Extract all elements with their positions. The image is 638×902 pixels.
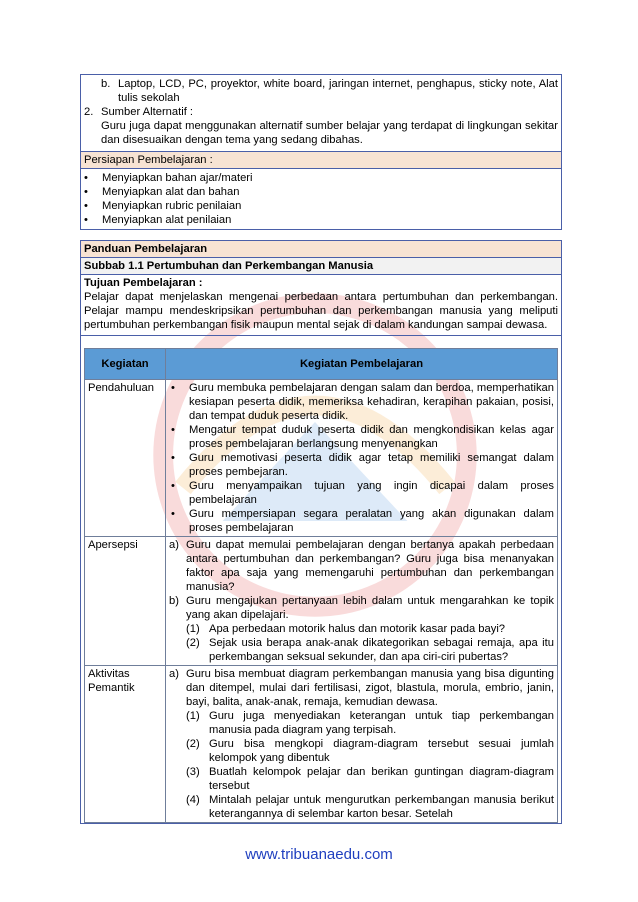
sumber-belajar-table: [80, 74, 562, 230]
panduan-header: Panduan Pembelajaran: [81, 241, 562, 258]
row-label: Aktivitas Pemantik: [85, 666, 166, 823]
list-item: • Guru menyampaikan tujuan yang ingin dicapai dalam proses pembelajaran: [171, 480, 554, 506]
list-item: • Menyiapkan alat dan bahan: [84, 186, 240, 198]
footer-link[interactable]: www.tribuanaedu.com: [245, 846, 393, 863]
list-item: • Guru memotivasi peserta didik agar tetap memiliki semangat dalam proses pembejaran.: [171, 452, 554, 478]
item-2-title: Sumber Alternatif :: [101, 106, 194, 118]
bullet-icon: •: [84, 186, 88, 198]
col-pembelajaran-header: Kegiatan Pembelajaran: [166, 349, 558, 380]
bullet-icon: •: [171, 382, 175, 394]
item-b-text: Laptop, LCD, PC, proyektor, white board, jaringan internet, penghapus, sticky note, Alat tulis sekolah: [118, 78, 558, 104]
tujuan-text: Pelajar dapat menjelaskan mengenai perbedaan antara pertumbuhan dan perkembangan. Pelajar mampu mendeskripsikan pertumbuhan dan perkembangan manusia yang meliputi pertumbuhan perkembangan fisik maupun mental sejak di dalam kandungan sampai dewasa.: [84, 291, 558, 331]
panduan-table: [80, 240, 562, 336]
bullet-icon: •: [84, 214, 88, 226]
item-2-marker: 2.: [84, 106, 94, 118]
row-label: Pendahuluan: [85, 380, 166, 537]
bullet-icon: •: [84, 172, 88, 184]
kegiatan-table: [84, 348, 558, 823]
bullet-icon: •: [171, 452, 175, 464]
row-label: Apersepsi: [85, 537, 166, 666]
persiapan-header: Persiapan Pembelajaran :: [81, 152, 562, 169]
table-row: Aktivitas Pemantik a) Guru bisa membuat diagram perkembangan manusia yang bisa digunting dan ditempel, mulai dari fertilisasi, zigot, blastula, morula, embrio, janin, bayi, balita, anak-anak, remaja, kemudian dewasa. (1) Guru juga menyediakan keterangan untuk tiap perkembangan manusia pada diagram yang terpisah. (2) Guru bisa mengkopi diagram-diagram tersebut sesuai jumlah kelompok yang dibentuk (3) Buatlah kelompok pelajar dan berikan guntingan diagram-diagram tersebut (4) Mintalah pelajar untuk mengurutkan perkembangan manusia berikut keterangannya di selembar karton besar. Setelah: [85, 666, 558, 823]
bullet-icon: •: [171, 424, 175, 436]
list-item: • Menyiapkan rubric penilaian: [84, 200, 242, 212]
list-item: • Menyiapkan bahan ajar/materi: [84, 172, 253, 184]
tujuan-label: Tujuan Pembelajaran :: [84, 277, 203, 289]
document-page: [80, 74, 562, 824]
subbab-title: Subbab 1.1 Pertumbuhan dan Perkembangan Manusia: [81, 258, 562, 275]
persiapan-list: [81, 169, 562, 230]
item-b-marker: b.: [101, 78, 111, 90]
kegiatan-wrapper: [80, 336, 562, 824]
list-item: • Guru mempersiapan segara peralatan yang akan digunakan dalam proses pembelajaran: [171, 508, 554, 534]
list-item: • Menyiapkan alat penilaian: [84, 214, 232, 226]
table-row: Apersepsi a) Guru dapat memulai pembelajaran dengan bertanya apakah perbedaan antara pertumbuhan dan perkembangan? Guru juga bisa menanyakan faktor apa saja yang memengaruhi pertumbuhan dan perkembangan manusia? b) Guru mengajukan pertanyaan lebih dalam untuk mengarahkan ke topik yang akan dipelajari. (1) Apa perbedaan motorik halus dan motorik kasar pada bayi? (2) Sejak usia berapa anak-anak dikategorikan sebagai remaja, apa itu perkembangan seksual sekunder, dan apa ciri-ciri pubertas?: [85, 537, 558, 666]
list-item: • Mengatur tempat duduk peserta didik dan mengkondisikan kelas agar proses pembelajaran berlangsung menyenangkan: [171, 424, 554, 450]
bullet-icon: •: [171, 508, 175, 520]
bullet-icon: •: [171, 480, 175, 492]
table-row: [85, 380, 558, 537]
col-kegiatan-header: Kegiatan: [85, 349, 166, 380]
bullet-icon: •: [84, 200, 88, 212]
item-2-text: Guru juga dapat menggunakan alternatif sumber belajar yang terdapat di lingkungan sekitar dan disesuaikan dengan tema yang sedang dibahas.: [101, 120, 558, 146]
list-item: • Guru membuka pembelajaran dengan salam dan berdoa, memperhatikan kesiapan peserta didik, memeriksa kehadiran, kerapihan pakaian, posisi, dan tempat duduk peserta didik.: [171, 382, 554, 422]
